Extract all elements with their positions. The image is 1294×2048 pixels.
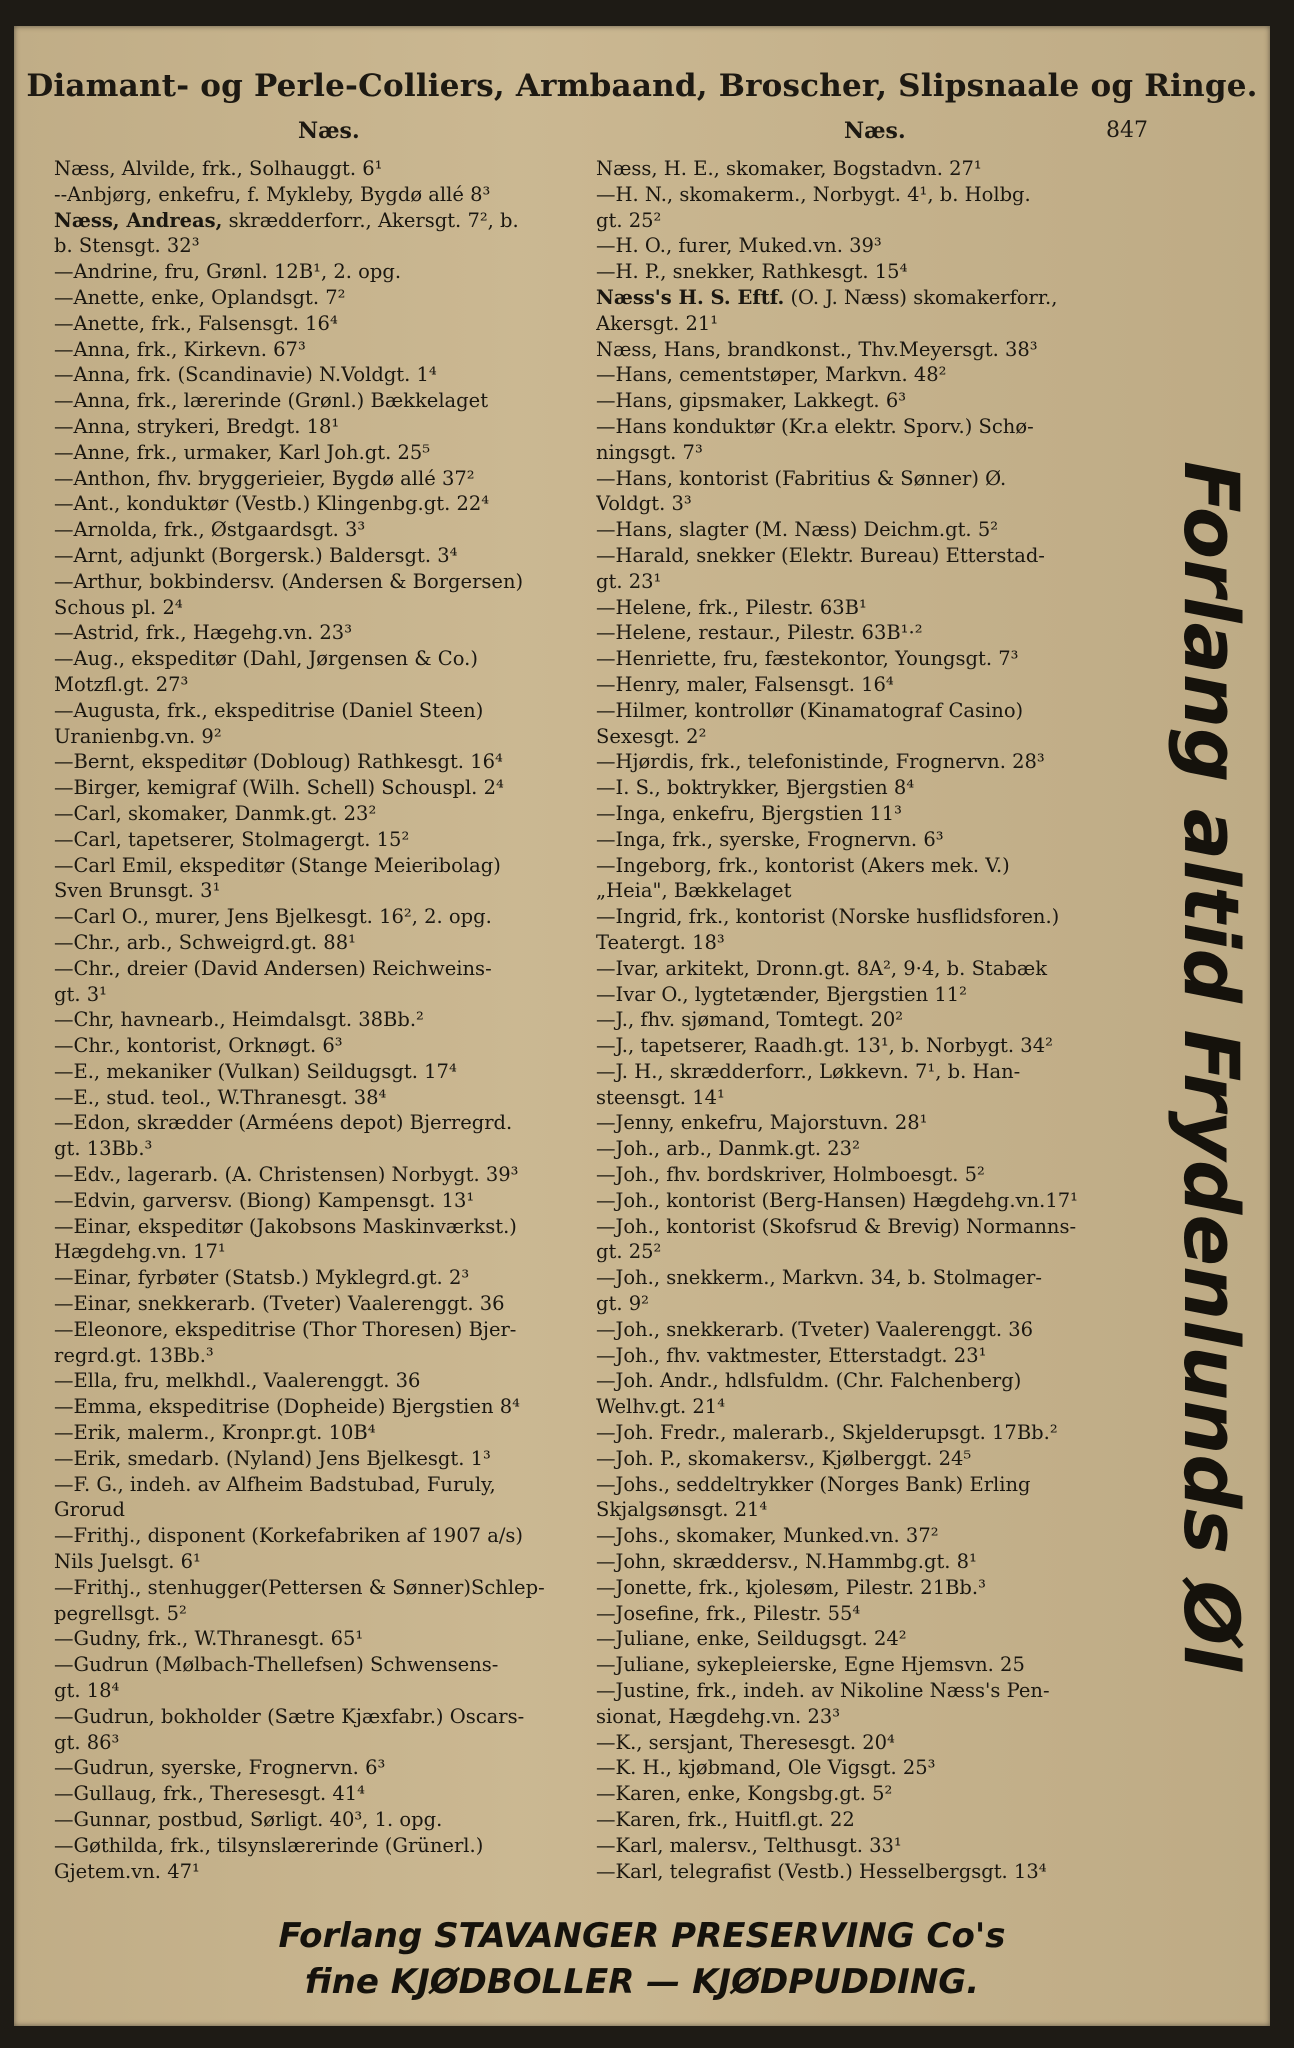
directory-entry-line: [54, 1214, 594, 1240]
entry-text: —Augusta, frk., ekspeditrise (Daniel Steen): [54, 698, 484, 722]
entry-bold-name: Næss, Andreas,: [54, 208, 223, 232]
directory-entry-line: [596, 827, 1156, 853]
directory-entry-line: [54, 1781, 594, 1807]
entry-text: —Joh., kontorist (Skofsrud & Brevig) Normanns-: [596, 1214, 1077, 1238]
directory-entry-line: [596, 1394, 1156, 1420]
directory-entry-line: [596, 904, 1156, 930]
directory-entry-line: [596, 1317, 1156, 1343]
entry-text: —Jenny, enkefru, Majorstuvn. 28¹: [596, 1111, 928, 1135]
entry-text: Hægdehg.vn. 17¹: [54, 1240, 226, 1264]
entry-text: Skjalgsønsgt. 21⁴: [596, 1498, 768, 1522]
directory-entry-line: [54, 1368, 594, 1394]
directory-entry-line: [54, 1291, 594, 1317]
entry-text: —Hans, slagter (M. Næss) Deichm.gt. 5²: [596, 518, 999, 542]
entry-text: —J., fhv. sjømand, Tomtegt. 20²: [596, 1008, 904, 1032]
entry-text: —Emma, ekspeditrise (Dopheide) Bjergstien 8⁴: [54, 1395, 520, 1419]
entry-text: —Justine, frk., indeh. av Nikoline Næss's Pen-: [596, 1679, 1050, 1703]
entry-text: —Anna, frk., Kirkevn. 67³: [54, 337, 306, 361]
directory-entry-line: [596, 259, 1156, 285]
directory-entry-line: [596, 182, 1156, 208]
entry-text: Sexesgt. 2²: [596, 724, 707, 748]
directory-entry-line: [596, 1420, 1156, 1446]
directory-entry-line: [596, 1755, 1156, 1781]
directory-entry-line: [54, 285, 594, 311]
directory-entry-line: [596, 1059, 1156, 1085]
entry-text: —Einar, ekspeditør (Jakobsons Maskinværkst.): [54, 1214, 517, 1238]
entry-text: —Joh., fhv. bordskriver, Holmboesgt. 5²: [596, 1163, 985, 1187]
entry-text: —Ingeborg, frk., kontorist (Akers mek. V.): [596, 853, 1010, 877]
entry-text: —H. P., snekker, Rathkesgt. 15⁴: [596, 260, 908, 284]
directory-entry-line: [596, 1265, 1156, 1291]
entry-text: skrædderforr., Akersgt. 7², b.: [222, 208, 519, 232]
entry-text: —Anette, enke, Oplandsgt. 7²: [54, 285, 346, 309]
entry-text: —Joh., kontorist (Berg-Hansen) Hægdehg.vn.17¹: [596, 1188, 1078, 1212]
entry-text: —E., mekaniker (Vulkan) Seildugsgt. 17⁴: [54, 1059, 457, 1083]
directory-entry-line: [596, 1704, 1156, 1730]
directory-entry-line: [54, 672, 594, 698]
directory-entry-line: [596, 1781, 1156, 1807]
directory-entry-line: [596, 956, 1156, 982]
entry-text: —Anna, frk. (Scandinavie) N.Voldgt. 1⁴: [54, 363, 437, 387]
directory-entry-line: [54, 1420, 594, 1446]
entry-text: —Ivar, arkitekt, Dronn.gt. 8A², 9·4, b. Stabæk: [596, 956, 1048, 980]
directory-entry-line: [596, 414, 1156, 440]
entry-text: —Joh. Andr., hdlsfuldm. (Chr. Falchenberg): [596, 1369, 1022, 1393]
entry-text: ningsgt. 7³: [596, 440, 703, 464]
entry-text: —Astrid, frk., Hægehg.vn. 23³: [54, 621, 353, 645]
directory-entry-line: [54, 853, 594, 879]
entry-text: --Anbjørg, enkefru, f. Mykleby, Bygdø allé 8³: [54, 182, 491, 206]
directory-entry-line: [54, 1859, 594, 1885]
entry-text: regrd.gt. 13Bb.³: [54, 1343, 214, 1367]
entry-text: —Joh., arb., Danmk.gt. 23²: [596, 1137, 860, 1161]
entry-text: —Carl, tapetserer, Stolmagergt. 15²: [54, 827, 410, 851]
entry-text: —Arnolda, frk., Østgaardsgt. 3³: [54, 518, 366, 542]
entry-text: gt. 13Bb.³: [54, 1137, 153, 1161]
directory-entry-line: [54, 827, 594, 853]
left-column-header: Næs.: [298, 118, 360, 144]
entry-text: —Hans, kontorist (Fabritius & Sønner) Ø.: [596, 466, 1007, 490]
page-number: 847: [1106, 118, 1148, 143]
directory-entry-line: [596, 646, 1156, 672]
entry-text: —Johs., seddeltrykker (Norges Bank) Erling: [596, 1472, 1031, 1496]
page-banner-advert: Diamant- og Perle-Colliers, Armbaand, Broscher, Slipsnaale og Ringe.: [26, 68, 1258, 104]
entry-text: —Gøthilda, frk., tilsynslærerinde (Grünerl.): [54, 1833, 484, 1857]
entry-text: steensgt. 14¹: [596, 1085, 725, 1109]
entry-text: „Heia", Bækkelaget: [596, 879, 792, 903]
entry-text: —Karen, enke, Kongsbg.gt. 5²: [596, 1782, 893, 1806]
entry-text: —Frithj., disponent (Korkefabriken af 1907 a/s): [54, 1524, 524, 1548]
entry-text: —Joh. P., skomakersv., Kjølberggt. 24⁵: [596, 1446, 972, 1470]
entry-text: —Karl, malersv., Telthusgt. 33¹: [596, 1833, 902, 1857]
directory-entry-line: [596, 1033, 1156, 1059]
directory-entry-line: [54, 724, 594, 750]
entry-text: —Aug., ekspeditør (Dahl, Jørgensen & Co.): [54, 647, 478, 671]
entry-text: —Harald, snekker (Elektr. Bureau) Etterstad-: [596, 543, 1045, 567]
directory-entry-line: [596, 1575, 1156, 1601]
entry-text: gt. 18⁴: [54, 1679, 120, 1703]
entry-text: —F. G., indeh. av Alfheim Badstubad, Furuly,: [54, 1472, 496, 1496]
directory-entry-line: [54, 1239, 594, 1265]
entry-text: —Anette, frk., Falsensgt. 16⁴: [54, 311, 338, 335]
entry-text: —Ella, fru, melkhdl., Vaalerenggt. 36: [54, 1369, 421, 1393]
directory-page: [14, 26, 1270, 2026]
entry-text: —Henry, maler, Falsensgt. 16⁴: [596, 672, 894, 696]
entry-text: —Eleonore, ekspeditrise (Thor Thoresen) Bjer-: [54, 1317, 517, 1341]
entry-text: gt. 25²: [596, 208, 662, 232]
entry-text: —Chr., dreier (David Andersen) Reichweins-: [54, 956, 492, 980]
entry-text: —Chr, havnearb., Heimdalsgt. 38Bb.²: [54, 1008, 424, 1032]
entry-text: —Carl Emil, ekspeditør (Stange Meieribolag): [54, 853, 501, 877]
directory-entry-line: [596, 982, 1156, 1008]
directory-entry-line: [54, 569, 594, 595]
directory-entry-line: [596, 1188, 1156, 1214]
entry-text: —Henriette, fru, fæstekontor, Youngsgt. 7³: [596, 647, 1019, 671]
entry-text: —Gudrun, syerske, Frognervn. 6³: [54, 1756, 386, 1780]
entry-text: —Karen, frk., Huitfl.gt. 22: [596, 1808, 855, 1831]
entry-text: —Gudrun (Mølbach-Thellefsen) Schwensens-: [54, 1653, 499, 1677]
entry-text: —Gudny, frk., W.Thranesgt. 65¹: [54, 1627, 364, 1651]
entry-text: —Anne, frk., urmaker, Karl Joh.gt. 25⁵: [54, 440, 431, 464]
entry-text: Nils Juelsgt. 6¹: [54, 1550, 201, 1574]
directory-entry-line: [54, 491, 594, 517]
right-column-header: Næs.: [844, 118, 906, 144]
entry-text: Grorud: [54, 1498, 126, 1522]
entry-text: gt. 3¹: [54, 982, 107, 1006]
directory-entry-line: [54, 1497, 594, 1523]
entry-text: Uranienbg.vn. 9²: [54, 724, 222, 748]
directory-entry-line: [596, 1523, 1156, 1549]
entry-text: sionat, Hægdehg.vn. 23³: [596, 1704, 841, 1728]
directory-entry-line: [596, 362, 1156, 388]
directory-entry-line: [596, 311, 1156, 337]
directory-entry-line: [54, 1343, 594, 1369]
entry-text: pegrellsgt. 5²: [54, 1601, 187, 1625]
directory-entry-line: [54, 208, 594, 234]
directory-entry-line: [596, 1472, 1156, 1498]
directory-entry-line: [596, 466, 1156, 492]
entry-text: —Edon, skrædder (Arméens depot) Bjerregrd.: [54, 1111, 513, 1135]
entry-text: —Bernt, ekspeditør (Dobloug) Rathkesgt. 16⁴: [54, 750, 503, 774]
directory-entry-line: [54, 311, 594, 337]
directory-entry-line: [596, 156, 1156, 182]
directory-entry-line: [54, 1678, 594, 1704]
directory-entry-line: [54, 337, 594, 363]
entry-text: —Arthur, bokbindersv. (Andersen & Borgersen): [54, 569, 524, 593]
right-column-listing: [596, 156, 1156, 1884]
directory-entry-line: [54, 620, 594, 646]
entry-text: —E., stud. teol., W.Thranesgt. 38⁴: [54, 1085, 387, 1109]
directory-entry-line: [596, 1214, 1156, 1240]
entry-text: —J. H., skrædderforr., Løkkevn. 7¹, b. Han-: [596, 1059, 1021, 1083]
directory-entry-line: [54, 1085, 594, 1111]
directory-entry-line: [596, 1626, 1156, 1652]
entry-text: —Chr., kontorist, Orknøgt. 6³: [54, 1034, 343, 1058]
entry-text: —Frithj., stenhugger(Pettersen & Sønner)Schlep-: [54, 1575, 545, 1599]
directory-entry-line: [54, 1833, 594, 1859]
entry-text: —Inga, enkefru, Bjergstien 11³: [596, 801, 902, 825]
directory-entry-line: [54, 233, 594, 259]
directory-entry-line: [54, 1549, 594, 1575]
directory-entry-line: [54, 1601, 594, 1627]
directory-entry-line: [54, 904, 594, 930]
entry-text: —Edvin, garversv. (Biong) Kampensgt. 13¹: [54, 1188, 475, 1212]
entry-text: Schous pl. 2⁴: [54, 595, 183, 619]
entry-text: Næss, Alvilde, frk., Solhauggt. 6¹: [54, 157, 383, 180]
entry-text: —Andrine, fru, Grønl. 12B¹, 2. opg.: [54, 260, 402, 284]
entry-text: —Juliane, enke, Seildugsgt. 24²: [596, 1627, 907, 1651]
directory-entry-line: [596, 543, 1156, 569]
entry-text: —Juliane, sykepleierske, Egne Hjemsvn. 25: [596, 1653, 1025, 1677]
entry-text: —Hans, cementstøper, Markvn. 48²: [596, 363, 947, 387]
entry-text: —Einar, snekkerarb. (Tveter) Vaalerenggt. 36: [54, 1292, 505, 1316]
directory-entry-line: [596, 1859, 1156, 1885]
directory-entry-line: [596, 1730, 1156, 1756]
directory-entry-line: [54, 1523, 594, 1549]
directory-entry-line: [596, 930, 1156, 956]
entry-text: —Anthon, fhv. bryggerieier, Bygdø allé 37²: [54, 466, 475, 490]
entry-text: —Erik, malerm., Kronpr.gt. 10B⁴: [54, 1421, 376, 1445]
directory-entry-line: [596, 440, 1156, 466]
directory-entry-line: [54, 1652, 594, 1678]
entry-text: —Einar, fyrbøter (Statsb.) Myklegrd.gt. 2³: [54, 1266, 470, 1290]
directory-entry-line: [54, 749, 594, 775]
directory-entry-line: [54, 1446, 594, 1472]
directory-entry-line: [54, 1317, 594, 1343]
entry-text: gt. 9²: [596, 1292, 649, 1316]
directory-entry-line: [54, 440, 594, 466]
entry-text: —Anna, frk., lærerinde (Grønl.) Bækkelaget: [54, 389, 489, 413]
entry-text: gt. 86³: [54, 1730, 120, 1754]
directory-entry-line: [596, 698, 1156, 724]
entry-text: —Birger, kemigraf (Wilh. Schell) Schouspl. 2⁴: [54, 776, 504, 800]
directory-entry-line: [54, 1162, 594, 1188]
directory-entry-line: [54, 466, 594, 492]
entry-text: Motzfl.gt. 27³: [54, 672, 189, 696]
directory-entry-line: [54, 1059, 594, 1085]
entry-text: (O. J. Næss) skomakerforr.,: [784, 285, 1058, 309]
directory-entry-line: [596, 1833, 1156, 1859]
entry-text: Teatergt. 18³: [596, 930, 725, 954]
directory-entry-line: [596, 1239, 1156, 1265]
directory-entry-line: [596, 878, 1156, 904]
entry-text: Gjetem.vn. 47¹: [54, 1859, 200, 1883]
directory-entry-line: [54, 517, 594, 543]
directory-entry-line: [54, 1575, 594, 1601]
directory-entry-line: [596, 337, 1156, 363]
entry-text: —Hjørdis, frk., telefonistinde, Frognervn. 28³: [596, 750, 1045, 774]
directory-entry-line: [596, 1136, 1156, 1162]
directory-entry-line: [596, 1368, 1156, 1394]
entry-text: —J., tapetserer, Raadh.gt. 13¹, b. Norbygt. 34²: [596, 1034, 1053, 1058]
directory-entry-line: [54, 1755, 594, 1781]
entry-text: —Chr., arb., Schweigrd.gt. 88¹: [54, 930, 356, 954]
directory-entry-line: [596, 1807, 1156, 1833]
directory-entry-line: [54, 698, 594, 724]
directory-entry-line: [54, 956, 594, 982]
entry-text: —Arnt, adjunkt (Borgersk.) Baldersgt. 3⁴: [54, 543, 458, 567]
directory-entry-line: [596, 724, 1156, 750]
entry-text: —Carl, skomaker, Danmk.gt. 23²: [54, 801, 377, 825]
entry-text: —Gudrun, bokholder (Sætre Kjæxfabr.) Oscars-: [54, 1704, 525, 1728]
entry-text: —Jonette, frk., kjolesøm, Pilestr. 21Bb.³: [596, 1575, 986, 1599]
entry-text: —K. H., kjøbmand, Ole Vigsgt. 25³: [596, 1756, 936, 1780]
bottom-advert-line-2: fine KJØDBOLLER — KJØDPUDDING.: [304, 1962, 980, 2002]
directory-entry-line: [54, 1265, 594, 1291]
entry-text: Næss, Hans, brandkonst., Thv.Meyersgt. 38³: [596, 337, 1038, 361]
directory-entry-line: [54, 878, 594, 904]
entry-text: —Hans, gipsmaker, Lakkegt. 6³: [596, 389, 907, 413]
directory-entry-line: [54, 388, 594, 414]
entry-text: —Inga, frk., syerske, Frognervn. 6³: [596, 827, 944, 851]
directory-entry-line: [54, 362, 594, 388]
directory-entry-line: [596, 1652, 1156, 1678]
directory-entry-line: [596, 749, 1156, 775]
directory-entry-line: [596, 1162, 1156, 1188]
directory-entry-line: [596, 1343, 1156, 1369]
entry-text: —Joh., fhv. vaktmester, Etterstadgt. 23¹: [596, 1343, 987, 1367]
directory-entry-line: [596, 595, 1156, 621]
entry-text: gt. 23¹: [596, 569, 662, 593]
entry-text: Næss, H. E., skomaker, Bogstadvn. 27¹: [596, 157, 982, 180]
directory-entry-line: [54, 1394, 594, 1420]
entry-text: Akersgt. 21¹: [596, 311, 719, 335]
directory-entry-line: [54, 182, 594, 208]
directory-entry-line: [54, 1188, 594, 1214]
directory-entry-line: [54, 543, 594, 569]
entry-text: b. Stensgt. 32³: [54, 234, 200, 258]
entry-text: —I. S., boktrykker, Bjergstien 8⁴: [596, 776, 915, 800]
bottom-advert: [14, 1914, 1270, 2006]
directory-entry-line: [596, 517, 1156, 543]
directory-entry-line: [596, 569, 1156, 595]
entry-text: —Josefine, frk., Pilestr. 55⁴: [596, 1601, 861, 1625]
entry-text: Voldgt. 3³: [596, 492, 692, 516]
directory-entry-line: [596, 1446, 1156, 1472]
directory-entry-line: [54, 259, 594, 285]
entry-text: Sven Brunsgt. 3¹: [54, 879, 221, 903]
directory-entry-line: [596, 775, 1156, 801]
directory-entry-line: [596, 208, 1156, 234]
directory-entry-line: [596, 853, 1156, 879]
directory-entry-line: [54, 801, 594, 827]
entry-text: —Joh. Fredr., malerarb., Skjelderupsgt. 17Bb.²: [596, 1421, 1058, 1445]
directory-entry-line: [596, 388, 1156, 414]
entry-text: —H. O., furer, Muked.vn. 39³: [596, 234, 882, 258]
entry-text: —Gullaug, frk., Theresesgt. 41⁴: [54, 1782, 365, 1806]
entry-text: —Erik, smedarb. (Nyland) Jens Bjelkesgt. 1³: [54, 1446, 491, 1470]
directory-entry-line: [596, 801, 1156, 827]
entry-text: —Johs., skomaker, Munked.vn. 37²: [596, 1524, 939, 1548]
entry-text: —Joh., snekkerarb. (Tveter) Vaalerenggt. 36: [596, 1317, 1034, 1341]
entry-text: —Edv., lagerarb. (A. Christensen) Norbygt. 39³: [54, 1163, 519, 1187]
directory-entry-line: [54, 1136, 594, 1162]
directory-entry-line: [54, 1626, 594, 1652]
entry-text: —Karl, telegrafist (Vestb.) Hesselbergsgt. 13⁴: [596, 1859, 1047, 1883]
directory-entry-line: [596, 1601, 1156, 1627]
directory-entry-line: [54, 156, 594, 182]
directory-entry-line: [596, 1291, 1156, 1317]
directory-entry-line: [596, 233, 1156, 259]
entry-text: —Joh., snekkerm., Markvn. 34, b. Stolmager-: [596, 1266, 1042, 1290]
directory-entry-line: [596, 1110, 1156, 1136]
directory-entry-line: [596, 672, 1156, 698]
entry-bold-name: Næss's H. S. Eftf.: [596, 285, 785, 309]
entry-text: —Helene, restaur., Pilestr. 63B¹·²: [596, 621, 923, 645]
directory-entry-line: [54, 775, 594, 801]
directory-entry-line: [54, 1110, 594, 1136]
entry-text: —Hans konduktør (Kr.a elektr. Sporv.) Schø-: [596, 414, 1034, 438]
directory-entry-line: [54, 414, 594, 440]
directory-entry-line: [596, 1497, 1156, 1523]
directory-entry-line: [54, 1807, 594, 1833]
directory-entry-line: [54, 1704, 594, 1730]
directory-entry-line: [596, 1678, 1156, 1704]
entry-text: —K., sersjant, Theresesgt. 20⁴: [596, 1730, 895, 1754]
side-advert-text: Forlang altid Frydenlunds Øl: [1167, 460, 1256, 1672]
entry-text: —H. N., skomakerm., Norbygt. 4¹, b. Holbg.: [596, 182, 1031, 206]
entry-text: —Gunnar, postbud, Sørligt. 40³, 1. opg.: [54, 1808, 443, 1831]
directory-entry-line: [54, 595, 594, 621]
directory-entry-line: [596, 491, 1156, 517]
side-advert: [1164, 356, 1259, 1776]
entry-text: —Ivar O., lygtetænder, Bjergstien 11²: [596, 982, 967, 1006]
directory-entry-line: [54, 930, 594, 956]
entry-text: —Helene, frk., Pilestr. 63B¹: [596, 595, 867, 619]
entry-text: —John, skræddersv., N.Hammbg.gt. 8¹: [596, 1550, 977, 1574]
directory-entry-line: [54, 1472, 594, 1498]
bottom-advert-line-1: Forlang STAVANGER PRESERVING Co's: [278, 1916, 1006, 1956]
entry-text: —Ant., konduktør (Vestb.) Klingenbg.gt. 22⁴: [54, 492, 490, 516]
directory-entry-line: [54, 982, 594, 1008]
entry-text: —Anna, strykeri, Bredgt. 18¹: [54, 414, 340, 438]
directory-entry-line: [596, 1549, 1156, 1575]
directory-entry-line: [596, 285, 1156, 311]
directory-entry-line: [596, 620, 1156, 646]
directory-entry-line: [54, 646, 594, 672]
entry-text: gt. 25²: [596, 1240, 662, 1264]
directory-entry-line: [54, 1007, 594, 1033]
left-column-listing: [54, 156, 594, 1884]
directory-entry-line: [54, 1730, 594, 1756]
entry-text: —Hilmer, kontrollør (Kinamatograf Casino): [596, 698, 1024, 722]
entry-text: —Ingrid, frk., kontorist (Norske husflidsforen.): [596, 905, 1060, 929]
directory-entry-line: [596, 1007, 1156, 1033]
entry-text: Welhv.gt. 21⁴: [596, 1395, 726, 1419]
directory-entry-line: [596, 1085, 1156, 1111]
directory-entry-line: [54, 1033, 594, 1059]
entry-text: —Carl O., murer, Jens Bjelkesgt. 16², 2. opg.: [54, 905, 492, 929]
